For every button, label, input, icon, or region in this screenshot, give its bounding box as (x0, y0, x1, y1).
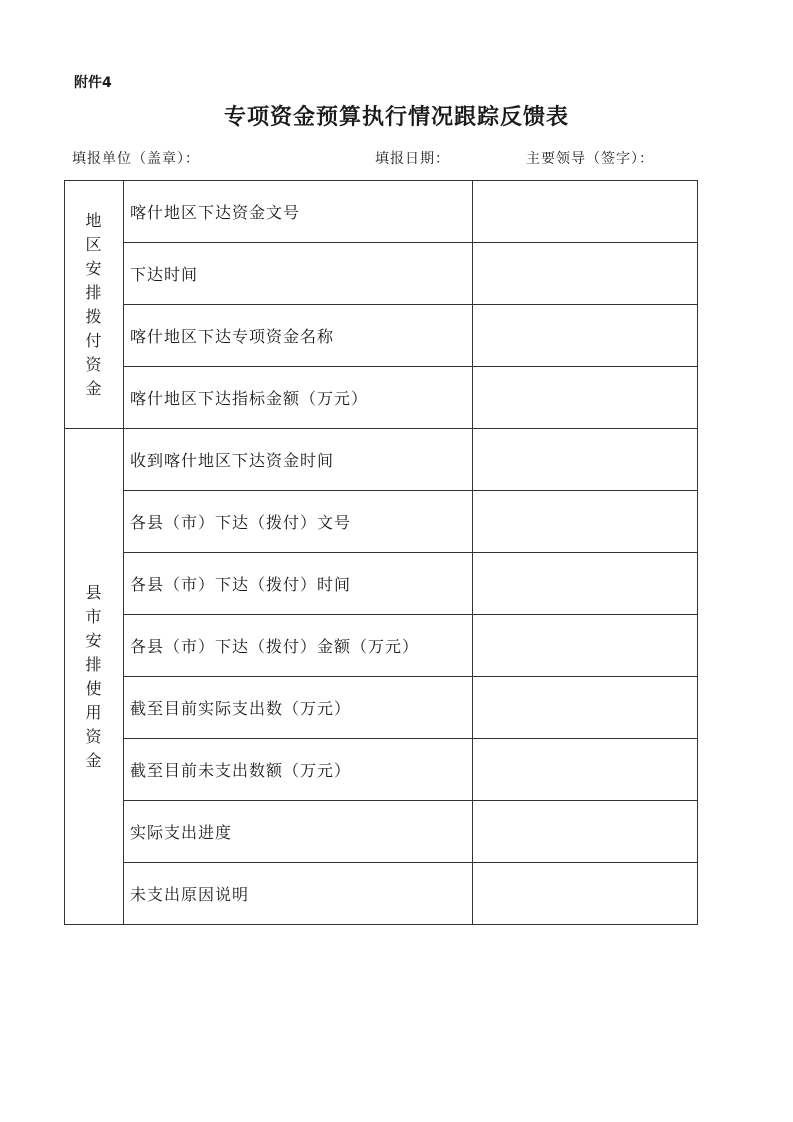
attachment-label: 附件4 (74, 75, 112, 91)
row-label: 收到喀什地区下达资金时间 (124, 429, 473, 491)
filing-date-label: 填报日期： (375, 151, 450, 167)
row-label: 各县（市）下达（拨付）金额（万元） (124, 615, 473, 677)
table-row (65, 367, 698, 429)
row-value-cell[interactable] (473, 491, 698, 553)
row-value-cell[interactable] (473, 801, 698, 863)
row-label: 下达时间 (124, 243, 473, 305)
row-label: 截至目前实际支出数（万元） (124, 677, 473, 739)
page-title: 专项资金预算执行情况跟踪反馈表 (223, 105, 569, 130)
filing-unit-label: 填报单位（盖章）： (72, 151, 200, 167)
feedback-table (64, 180, 698, 925)
row-label: 未支出原因说明 (124, 863, 473, 925)
row-value-cell[interactable] (473, 367, 698, 429)
row-label: 各县（市）下达（拨付）时间 (124, 553, 473, 615)
row-label: 喀什地区下达专项资金名称 (124, 305, 473, 367)
section-label-regional-allocation: 地区安排拨付资金 (65, 181, 124, 429)
row-value-cell[interactable] (473, 615, 698, 677)
table-row (65, 181, 698, 243)
row-value-cell[interactable] (473, 553, 698, 615)
section-label-county-usage: 县市安排使用资金 (65, 429, 124, 925)
table-row (65, 491, 698, 553)
table-row (65, 429, 698, 491)
table-row (65, 677, 698, 739)
row-value-cell[interactable] (473, 863, 698, 925)
row-label: 实际支出进度 (124, 801, 473, 863)
table-row (65, 243, 698, 305)
table-row (65, 305, 698, 367)
row-label: 各县（市）下达（拨付）文号 (124, 491, 473, 553)
row-label: 喀什地区下达指标金额（万元） (124, 367, 473, 429)
table-row (65, 739, 698, 801)
table-row (65, 863, 698, 925)
row-label: 截至目前未支出数额（万元） (124, 739, 473, 801)
table-row (65, 615, 698, 677)
row-value-cell[interactable] (473, 739, 698, 801)
row-value-cell[interactable] (473, 181, 698, 243)
row-label: 喀什地区下达资金文号 (124, 181, 473, 243)
row-value-cell[interactable] (473, 677, 698, 739)
row-value-cell[interactable] (473, 429, 698, 491)
row-value-cell[interactable] (473, 243, 698, 305)
table-row (65, 553, 698, 615)
table-row (65, 801, 698, 863)
row-value-cell[interactable] (473, 305, 698, 367)
leader-signature-label: 主要领导（签字）： (526, 151, 654, 167)
